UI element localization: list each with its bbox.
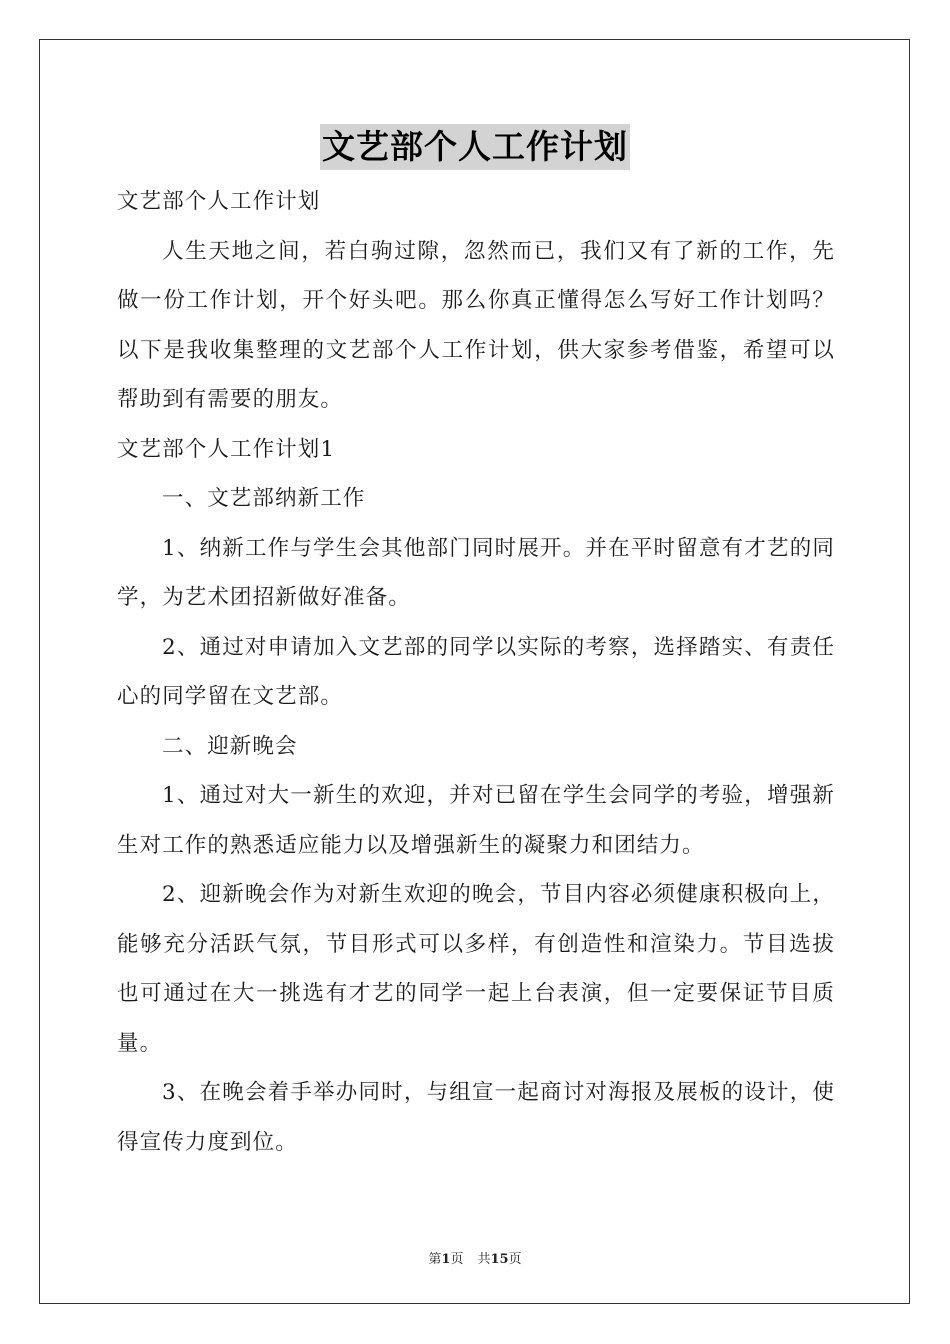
paragraph-welcome-1: 1、通过对大一新生的欢迎，并对已留在学生会同学的考验，增强新生对工作的熟悉适应能力以及增强新生的凝聚力和团结力。 — [117, 783, 835, 858]
paragraph-welcome-3: 3、在晚会着手举办同时，与组宣一起商讨对海报及展板的设计，使得宣传力度到位。 — [117, 1080, 835, 1155]
paragraph-welcome-2: 2、迎新晚会作为对新生欢迎的晚会，节目内容必须健康积极向上，能够充分活跃气氛，节目形式可以多样，有创造性和渲染力。节目选拔也可通过在大一挑选有才艺的同学一起上台表演，但一定要保证节目质量。 — [117, 882, 835, 1056]
section-heading: 文艺部个人工作计划1 — [117, 436, 336, 462]
total-prefix: 共 — [477, 1252, 491, 1267]
document-body — [117, 177, 835, 1167]
page-number: 1 — [441, 1252, 451, 1267]
paragraph-intro: 人生天地之间，若白驹过隙，忽然而已，我们又有了新的工作，先做一份工作计划，开个好头吧。那么你真正懂得怎么写好工作计划吗？以下是我收集整理的文艺部个人工作计划，供大家参考借鉴，希望可以帮助到有需要的朋友。 — [117, 238, 835, 412]
total-suffix: 页 — [508, 1252, 522, 1267]
page-suffix: 页 — [450, 1252, 464, 1267]
paragraph-recruitment-2: 2、通过对申请加入文艺部的同学以实际的考察，选择踏实、有责任心的同学留在文艺部。 — [117, 634, 835, 709]
document-title: 文艺部个人工作计划 — [320, 124, 630, 170]
page-footer — [0, 1248, 950, 1267]
total-pages: 15 — [490, 1252, 509, 1267]
paragraph-subtitle: 文艺部个人工作计划 — [117, 189, 321, 214]
subsection-heading-recruitment: 一、文艺部纳新工作 — [162, 486, 366, 511]
paragraph-recruitment-1: 1、纳新工作与学生会其他部门同时展开。并在平时留意有才艺的同学，为艺术团招新做好准备。 — [117, 535, 835, 610]
page-prefix: 第 — [428, 1252, 442, 1267]
title-container — [0, 124, 950, 170]
subsection-heading-welcome-party: 二、迎新晚会 — [162, 733, 298, 759]
